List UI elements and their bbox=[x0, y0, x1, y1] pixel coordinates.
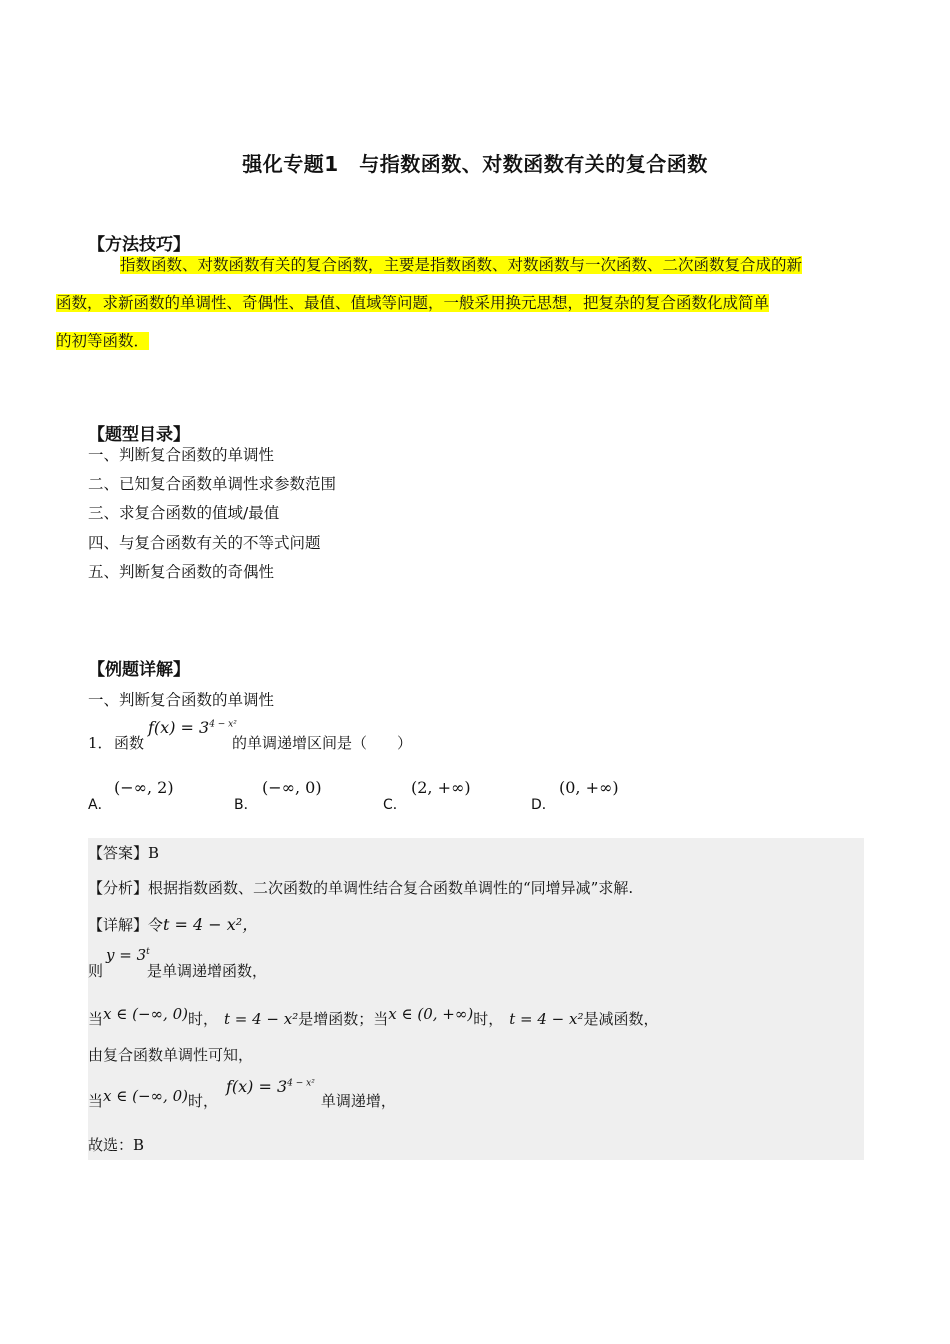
when2-mid: 时， bbox=[473, 1010, 504, 1028]
toc-heading: 【题型目录】 bbox=[88, 425, 190, 445]
examples-heading: 【例题详解】 bbox=[88, 660, 190, 680]
method-line-3: 的初等函数． bbox=[56, 332, 150, 350]
page-title: 强化专题1 与指数函数、对数函数有关的复合函数 bbox=[242, 152, 708, 176]
choice-c-value: (2, +∞) bbox=[411, 778, 471, 797]
when1-prefix: 当 bbox=[88, 1010, 104, 1028]
choice-d-value: (0, +∞) bbox=[559, 778, 619, 797]
method-heading: 【方法技巧】 bbox=[88, 235, 190, 255]
question-suffix: 的单调递增区间是（ ） bbox=[232, 734, 413, 752]
final-prefix: 当 bbox=[88, 1092, 104, 1110]
question-function-exponent: 4 − x² bbox=[209, 719, 237, 730]
final-mid: 时， bbox=[187, 1092, 218, 1110]
when1-condition: x ∈ (−∞, 0) bbox=[103, 1005, 188, 1023]
choice-b-letter: B． bbox=[234, 797, 258, 813]
method-line-1: 指数函数、对数函数有关的复合函数，主要是指数函数、对数函数与一次函数、二次函数复合成的新 bbox=[120, 256, 803, 274]
then-suffix: 是单调递增函数， bbox=[147, 962, 268, 980]
then-prefix: 则 bbox=[88, 962, 104, 980]
detail-line bbox=[88, 912, 258, 935]
toc-item-1: 一、判断复合函数的单调性 bbox=[88, 446, 275, 464]
question-number: 1． bbox=[88, 734, 113, 752]
composite-line: 由复合函数单调性可知， bbox=[88, 1046, 254, 1064]
detail-label: 【详解】令 bbox=[88, 916, 164, 934]
analysis-line: 【分析】根据指数函数、二次函数的单调性结合复合函数单调性的“同增异减”求解. bbox=[88, 879, 634, 897]
toc-item-2: 二、已知复合函数单调性求参数范围 bbox=[88, 475, 337, 493]
when2-result: 是减函数， bbox=[583, 1010, 659, 1028]
final-function-base: f(x) = 3 bbox=[225, 1077, 288, 1096]
final-condition: x ∈ (−∞, 0) bbox=[103, 1087, 188, 1105]
question-function bbox=[148, 718, 237, 737]
toc-item-5: 五、判断复合函数的奇偶性 bbox=[88, 563, 275, 581]
then-expression-base: y = 3 bbox=[106, 946, 147, 964]
detail-expression: t = 4 − x²， bbox=[163, 915, 259, 934]
choice-a-value: (−∞, 2) bbox=[114, 778, 174, 797]
choice-b-value: (−∞, 0) bbox=[262, 778, 322, 797]
question-function-base: f(x) = 3 bbox=[148, 718, 210, 737]
when1-mid: 时， bbox=[187, 1010, 218, 1028]
then-expression-exponent: t bbox=[146, 947, 150, 957]
choice-a-letter: A． bbox=[88, 797, 112, 813]
method-line-2: 函数，求新函数的单调性、奇偶性、最值、值域等问题，一般采用换元思想，把复杂的复合函数化成简单 bbox=[56, 294, 770, 312]
final-function bbox=[226, 1077, 315, 1096]
when-line bbox=[88, 1005, 659, 1029]
examples-section-1: 一、判断复合函数的单调性 bbox=[88, 691, 275, 709]
toc-item-3: 三、求复合函数的值域/最值 bbox=[88, 504, 280, 522]
answer-line: 【答案】B bbox=[88, 844, 160, 862]
choice-c-letter: C． bbox=[383, 797, 407, 813]
final-suffix: 单调递增， bbox=[320, 1092, 396, 1110]
final-function-exponent: 4 − x² bbox=[287, 1078, 315, 1089]
question-prefix: 函数 bbox=[114, 734, 145, 752]
choose-line: 故选：B bbox=[88, 1136, 145, 1154]
when2-condition: x ∈ (0, +∞) bbox=[388, 1005, 474, 1023]
choice-d-letter: D． bbox=[531, 797, 556, 813]
toc-item-4: 四、与复合函数有关的不等式问题 bbox=[88, 534, 321, 552]
method-paragraph bbox=[56, 246, 864, 360]
then-expression bbox=[106, 946, 150, 964]
final-line bbox=[88, 1077, 396, 1111]
when1-result: 是增函数；当 bbox=[298, 1010, 389, 1028]
when1-expression: t = 4 − x² bbox=[223, 1010, 299, 1028]
when2-expression: t = 4 − x² bbox=[509, 1010, 584, 1028]
